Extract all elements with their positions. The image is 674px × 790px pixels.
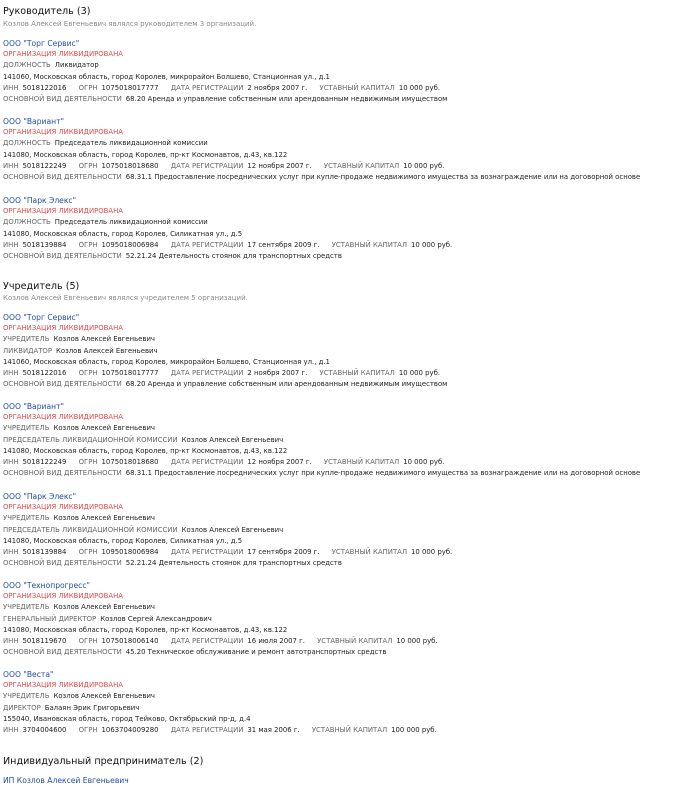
- capital-label: УСТАВНЫЙ КАПИТАЛ: [317, 636, 393, 645]
- org-status: ОРГАНИЗАЦИЯ ЛИКВИДИРОВАНА: [3, 681, 124, 690]
- ogrn-label: ОГРН: [78, 240, 98, 249]
- activity-value: 68.20 Аренда и управление собственным или арендованным недвижимым имуществом: [125, 94, 448, 103]
- org-address: 141080, Московская область, город Королев, пр-кт Космонавтов, д.43, кв.122: [3, 446, 288, 455]
- ogrn-label: ОГРН: [78, 83, 98, 92]
- capital-value: 10 000 руб.: [411, 547, 453, 556]
- founder-section-title: Учредитель (5): [3, 281, 80, 292]
- reg-date-value: 17 сентября 2009 г.: [247, 547, 320, 556]
- position-value: Ликвидатор: [54, 61, 99, 70]
- reg-date-label: ДАТА РЕГИСТРАЦИИ: [170, 161, 244, 170]
- org-address: 141060, Московская область, город Королев, микрорайон Болшево, Станционная ул., д.1: [3, 357, 330, 366]
- ogrn-label: ОГРН: [78, 547, 98, 556]
- inn-value: 5018122249: [22, 161, 67, 170]
- org-name-link[interactable]: ООО "Торг Сервис": [3, 39, 80, 48]
- activity-value: 52.21.24 Деятельность стоянок для транспортных средств: [125, 251, 342, 260]
- capital-label: УСТАВНЫЙ КАПИТАЛ: [319, 368, 395, 377]
- founder-value: Козлов Алексей Евгеньевич: [53, 692, 156, 701]
- org-address: 141080, Московская область, город Королев, пр-кт Космонавтов, д.43, кв.122: [3, 150, 288, 159]
- head-role-label: ЛИКВИДАТОР: [3, 346, 52, 355]
- ogrn-label: ОГРН: [78, 161, 98, 170]
- reg-date-value: 12 ноября 2007 г.: [247, 161, 312, 170]
- capital-label: УСТАВНЫЙ КАПИТАЛ: [319, 83, 395, 92]
- founder-value: Козлов Алексей Евгеньевич: [53, 603, 156, 612]
- reg-date-label: ДАТА РЕГИСТРАЦИИ: [170, 240, 244, 249]
- org-name-link[interactable]: ООО "Торг Сервис": [3, 313, 80, 322]
- inn-value: 5018139884: [22, 547, 67, 556]
- founder-value: Козлов Алексей Евгеньевич: [53, 335, 156, 344]
- capital-value: 10 000 руб.: [403, 161, 445, 170]
- reg-date-label: ДАТА РЕГИСТРАЦИИ: [170, 547, 244, 556]
- position-label: ДОЛЖНОСТЬ: [3, 139, 51, 148]
- org-address: 155040, Ивановская область, город Тейково, Октябрьский пр-д, д.4: [3, 714, 251, 723]
- activity-label: ОСНОВНОЙ ВИД ДЕЯТЕЛЬНОСТИ: [3, 469, 122, 478]
- activity-label: ОСНОВНОЙ ВИД ДЕЯТЕЛЬНОСТИ: [3, 94, 122, 103]
- ogrn-value: 1075018017777: [101, 83, 159, 92]
- founder-org-card: [3, 401, 671, 479]
- inn-value: 5018122249: [22, 457, 67, 466]
- capital-label: УСТАВНЫЙ КАПИТАЛ: [311, 725, 388, 734]
- head-role-label: ПРЕДСЕДАТЕЛЬ ЛИКВИДАЦИОННОЙ КОМИССИИ: [3, 435, 178, 444]
- founder-section-subtitle: Козлов Алексей Евгеньевич являлся учредителем 5 организаций.: [3, 294, 248, 302]
- reg-date-value: 31 мая 2006 г.: [247, 725, 300, 734]
- founder-label: УЧРЕДИТЕЛЬ: [3, 424, 50, 433]
- org-name-link[interactable]: ООО "Вариант": [3, 402, 64, 411]
- reg-date-value: 2 ноября 2007 г.: [247, 83, 308, 92]
- ogrn-value: 1075018018680: [101, 457, 159, 466]
- capital-value: 100 000 руб.: [391, 725, 437, 734]
- reg-date-label: ДАТА РЕГИСТРАЦИИ: [170, 368, 244, 377]
- activity-value: 52.21.24 Деятельность стоянок для транспортных средств: [125, 559, 342, 568]
- org-status: ОРГАНИЗАЦИЯ ЛИКВИДИРОВАНА: [3, 324, 124, 333]
- founder-label: УЧРЕДИТЕЛЬ: [3, 514, 50, 523]
- capital-value: 10 000 руб.: [398, 83, 441, 92]
- reg-date-value: 12 ноября 2007 г.: [247, 457, 312, 466]
- org-address: 141080, Московская область, город Королев, Силикатная ул., д.5: [3, 536, 243, 545]
- head-value: Козлов Алексей Евгеньевич: [181, 525, 284, 534]
- reg-date-value: 2 ноября 2007 г.: [247, 368, 308, 377]
- inn-label: ИНН: [3, 83, 19, 92]
- head-value: Козлов Алексей Евгеньевич: [181, 435, 284, 444]
- org-address: 141080, Московская область, город Королев, пр-кт Космонавтов, д.43, кв.122: [3, 625, 288, 634]
- inn-label: ИНН: [3, 457, 19, 466]
- ogrn-value: 1075018017777: [101, 368, 159, 377]
- inn-label: ИНН: [3, 368, 19, 377]
- org-status: ОРГАНИЗАЦИЯ ЛИКВИДИРОВАНА: [3, 128, 124, 137]
- activity-label: ОСНОВНОЙ ВИД ДЕЯТЕЛЬНОСТИ: [3, 380, 122, 389]
- activity-value: 68.31.1 Предоставление посреднических услуг при купле-продаже недвижимого имущества за вознаграждение или на договорной основе: [125, 172, 641, 181]
- capital-label: УСТАВНЫЙ КАПИТАЛ: [323, 161, 400, 170]
- founder-org-card: [3, 580, 671, 658]
- leader-org-card: [3, 38, 671, 105]
- activity-value: 45.20 Техническое обслуживание и ремонт автотранспортных средств: [125, 648, 387, 657]
- ogrn-value: 1075018006140: [101, 636, 159, 645]
- inn-value: 3704004600: [22, 725, 67, 734]
- entrepreneur-link[interactable]: ИП Козлов Алексей Евгеньевич: [3, 776, 129, 785]
- leader-section-title: Руководитель (3): [3, 6, 91, 17]
- position-value: Председатель ликвидационной комиссии: [54, 139, 208, 148]
- founder-org-card: [3, 669, 671, 736]
- position-label: ДОЛЖНОСТЬ: [3, 218, 51, 227]
- capital-value: 10 000 руб.: [396, 636, 438, 645]
- founder-label: УЧРЕДИТЕЛЬ: [3, 335, 50, 344]
- leader-section-subtitle: Козлов Алексей Евгеньевич являлся руководителем 3 организаций.: [3, 20, 257, 28]
- inn-label: ИНН: [3, 547, 19, 556]
- founder-org-card: [3, 491, 671, 569]
- head-role-label: ПРЕДСЕДАТЕЛЬ ЛИКВИДАЦИОННОЙ КОМИССИИ: [3, 525, 178, 534]
- head-role-label: ГЕНЕРАЛЬНЫЙ ДИРЕКТОР: [3, 614, 97, 623]
- activity-label: ОСНОВНОЙ ВИД ДЕЯТЕЛЬНОСТИ: [3, 251, 122, 260]
- head-value: Балаян Эрик Григорьевич: [44, 703, 140, 712]
- capital-label: УСТАВНЫЙ КАПИТАЛ: [323, 457, 400, 466]
- head-value: Козлов Алексей Евгеньевич: [56, 346, 158, 355]
- activity-label: ОСНОВНОЙ ВИД ДЕЯТЕЛЬНОСТИ: [3, 648, 122, 657]
- org-address: 141060, Московская область, город Королев, микрорайон Болшево, Станционная ул., д.1: [3, 72, 330, 81]
- capital-value: 10 000 руб.: [398, 368, 441, 377]
- inn-label: ИНН: [3, 725, 19, 734]
- inn-value: 5018122016: [22, 83, 67, 92]
- ogrn-label: ОГРН: [78, 725, 98, 734]
- inn-value: 5018122016: [22, 368, 67, 377]
- inn-label: ИНН: [3, 240, 19, 249]
- founder-org-card: [3, 312, 671, 390]
- ogrn-value: 1095018006984: [101, 240, 159, 249]
- reg-date-value: 16 июля 2007 г.: [247, 636, 305, 645]
- position-label: ДОЛЖНОСТЬ: [3, 61, 51, 70]
- founder-value: Козлов Алексей Евгеньевич: [53, 424, 156, 433]
- activity-value: 68.20 Аренда и управление собственным или арендованным недвижимым имуществом: [125, 380, 448, 389]
- reg-date-label: ДАТА РЕГИСТРАЦИИ: [170, 725, 244, 734]
- capital-value: 10 000 руб.: [411, 240, 453, 249]
- reg-date-label: ДАТА РЕГИСТРАЦИИ: [170, 83, 244, 92]
- inn-value: 5018119670: [22, 636, 67, 645]
- org-name-link[interactable]: ООО "Веста": [3, 670, 54, 679]
- founder-label: УЧРЕДИТЕЛЬ: [3, 603, 50, 612]
- capital-label: УСТАВНЫЙ КАПИТАЛ: [331, 240, 408, 249]
- capital-label: УСТАВНЫЙ КАПИТАЛ: [331, 547, 408, 556]
- org-status: ОРГАНИЗАЦИЯ ЛИКВИДИРОВАНА: [3, 207, 124, 216]
- org-address: 141080, Московская область, город Королев, Силикатная ул., д.5: [3, 229, 243, 238]
- org-status: ОРГАНИЗАЦИЯ ЛИКВИДИРОВАНА: [3, 413, 124, 422]
- leader-org-card: [3, 116, 671, 183]
- position-value: Председатель ликвидационной комиссии: [54, 218, 208, 227]
- org-name-link[interactable]: ООО "Парк Элекс": [3, 492, 77, 501]
- leader-org-card: [3, 195, 671, 262]
- head-value: Козлов Сергей Александрович: [100, 614, 212, 623]
- founder-label: УЧРЕДИТЕЛЬ: [3, 692, 50, 701]
- reg-date-label: ДАТА РЕГИСТРАЦИИ: [170, 457, 244, 466]
- capital-value: 10 000 руб.: [403, 457, 445, 466]
- activity-value: 68.31.1 Предоставление посреднических услуг при купле-продаже недвижимого имущества за вознаграждение или на договорной основе: [125, 469, 641, 478]
- ogrn-value: 1075018018680: [101, 161, 159, 170]
- org-name-link[interactable]: ООО "Технопрогресс": [3, 581, 91, 590]
- reg-date-value: 17 сентября 2009 г.: [247, 240, 320, 249]
- entrepreneur-section-title: Индивидуальный предприниматель (2): [3, 756, 204, 767]
- inn-label: ИНН: [3, 161, 19, 170]
- head-role-label: ДИРЕКТОР: [3, 703, 41, 712]
- ogrn-label: ОГРН: [78, 457, 98, 466]
- org-status: ОРГАНИЗАЦИЯ ЛИКВИДИРОВАНА: [3, 50, 124, 59]
- ogrn-value: 1063704009280: [101, 725, 159, 734]
- activity-label: ОСНОВНОЙ ВИД ДЕЯТЕЛЬНОСТИ: [3, 559, 122, 568]
- reg-date-label: ДАТА РЕГИСТРАЦИИ: [170, 636, 244, 645]
- org-name-link[interactable]: ООО "Вариант": [3, 117, 64, 126]
- org-status: ОРГАНИЗАЦИЯ ЛИКВИДИРОВАНА: [3, 503, 124, 512]
- org-status: ОРГАНИЗАЦИЯ ЛИКВИДИРОВАНА: [3, 592, 124, 601]
- ogrn-value: 1095018006984: [101, 547, 159, 556]
- ogrn-label: ОГРН: [78, 368, 98, 377]
- activity-label: ОСНОВНОЙ ВИД ДЕЯТЕЛЬНОСТИ: [3, 172, 122, 181]
- org-name-link[interactable]: ООО "Парк Элекс": [3, 196, 77, 205]
- ogrn-label: ОГРН: [78, 636, 98, 645]
- inn-label: ИНН: [3, 636, 19, 645]
- founder-value: Козлов Алексей Евгеньевич: [53, 514, 156, 523]
- inn-value: 5018139884: [22, 240, 67, 249]
